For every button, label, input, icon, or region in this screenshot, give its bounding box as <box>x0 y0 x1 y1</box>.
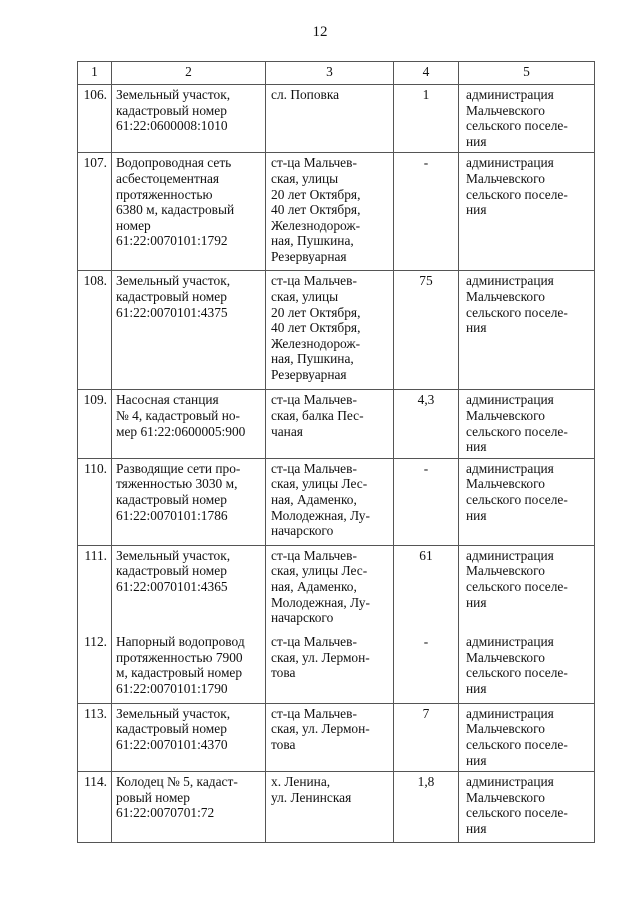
column-header-5: 5 <box>459 62 595 85</box>
object-description: Водопроводная сеть асбестоцементная протяженностью 6380 м, кадастровый номер 61:22:0070101:1792 <box>112 153 266 271</box>
table-row <box>78 703 595 771</box>
object-owner: администрация Мальчевского сельского поселе- ния <box>459 545 595 632</box>
object-description: Земельный участок, кадастровый номер 61:22:0070101:4370 <box>112 703 266 771</box>
column-header-3: 3 <box>266 62 394 85</box>
object-address: ст-ца Мальчев- ская, ул. Лермон- това <box>266 632 394 703</box>
object-description: Земельный участок, кадастровый номер 61:22:0070101:4375 <box>112 271 266 390</box>
object-quantity: 61 <box>394 545 459 632</box>
row-number: 111. <box>78 545 112 632</box>
object-description: Напорный водопровод протяженностью 7900 м, кадастровый номер 61:22:0070101:1790 <box>112 632 266 703</box>
object-quantity: 1,8 <box>394 772 459 843</box>
object-owner: администрация Мальчевского сельского поселе- ния <box>459 703 595 771</box>
object-owner: администрация Мальчевского сельского поселе- ния <box>459 632 595 703</box>
object-address: х. Ленина, ул. Ленинская <box>266 772 394 843</box>
table-row <box>78 772 595 843</box>
object-quantity: 75 <box>394 271 459 390</box>
object-description: Разводящие сети про- тяженностью 3030 м, кадастровый номер 61:22:0070101:1786 <box>112 458 266 545</box>
column-header-2: 2 <box>112 62 266 85</box>
table-row <box>78 85 595 153</box>
property-table <box>77 61 595 843</box>
table-row <box>78 545 595 632</box>
object-quantity: - <box>394 153 459 271</box>
header-row <box>78 62 595 85</box>
object-address: ст-ца Мальчев- ская, улицы Лес- ная, Адаменко, Молодежная, Лу- начарского <box>266 458 394 545</box>
table-row <box>78 390 595 458</box>
row-number: 114. <box>78 772 112 843</box>
row-number: 109. <box>78 390 112 458</box>
table-row <box>78 271 595 390</box>
object-quantity: 4,3 <box>394 390 459 458</box>
row-number: 112. <box>78 632 112 703</box>
object-description: Насосная станция № 4, кадастровый но- мер 61:22:0600005:900 <box>112 390 266 458</box>
object-address: ст-ца Мальчев- ская, ул. Лермон- това <box>266 703 394 771</box>
object-quantity: 1 <box>394 85 459 153</box>
row-number: 107. <box>78 153 112 271</box>
row-number: 110. <box>78 458 112 545</box>
table-row <box>78 458 595 545</box>
object-owner: администрация Мальчевского сельского поселе- ния <box>459 85 595 153</box>
object-address: ст-ца Мальчев- ская, балка Пес- чаная <box>266 390 394 458</box>
row-number: 106. <box>78 85 112 153</box>
object-owner: администрация Мальчевского сельского поселе- ния <box>459 458 595 545</box>
column-header-4: 4 <box>394 62 459 85</box>
object-owner: администрация Мальчевского сельского поселе- ния <box>459 390 595 458</box>
object-quantity: - <box>394 458 459 545</box>
object-address: ст-ца Мальчев- ская, улицы Лес- ная, Адаменко, Молодежная, Лу- начарского <box>266 545 394 632</box>
object-owner: администрация Мальчевского сельского поселе- ния <box>459 772 595 843</box>
object-description: Земельный участок, кадастровый номер 61:22:0070101:4365 <box>112 545 266 632</box>
object-address: ст-ца Мальчев- ская, улицы 20 лет Октября, 40 лет Октября, Железнодорож- ная, Пушкина, Резервуарная <box>266 153 394 271</box>
object-quantity: - <box>394 632 459 703</box>
row-number: 113. <box>78 703 112 771</box>
object-quantity: 7 <box>394 703 459 771</box>
table-row <box>78 153 595 271</box>
object-address: сл. Поповка <box>266 85 394 153</box>
object-description: Колодец № 5, кадаст- ровый номер 61:22:0070701:72 <box>112 772 266 843</box>
row-number: 108. <box>78 271 112 390</box>
object-address: ст-ца Мальчев- ская, улицы 20 лет Октября, 40 лет Октября, Железнодорож- ная, Пушкина, Резервуарная <box>266 271 394 390</box>
page-number: 12 <box>312 24 328 40</box>
object-owner: администрация Мальчевского сельского поселе- ния <box>459 271 595 390</box>
table-row <box>78 632 595 703</box>
object-owner: администрация Мальчевского сельского поселе- ния <box>459 153 595 271</box>
column-header-1: 1 <box>78 62 112 85</box>
object-description: Земельный участок, кадастровый номер 61:22:0600008:1010 <box>112 85 266 153</box>
